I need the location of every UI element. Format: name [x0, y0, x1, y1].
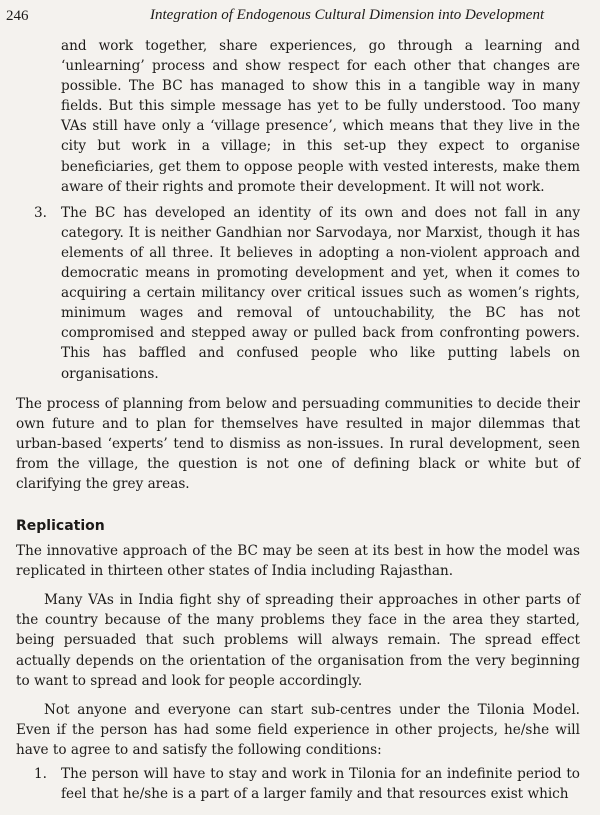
replication-paragraph-1: The innovative approach of the BC may be seen at its best in how the model was replicated in thirteen other states of India including Rajasthan. — [16, 543, 580, 580]
continuation-paragraph: and work together, share experiences, go through a learning and ‘unlearning’ process and show respect for each other that changes are possible. The BC has managed to show this in a tangible way in many fields. But this simple message has yet to be fully understood. Too many VAs still have only a ‘village presence’, which means that they live in the city but work in a village; in this set-up they expect to organise beneficiaries, get them to oppose people with vested interests, make them aware of their rights and promote their development. It will not work. — [61, 38, 580, 195]
section-heading: Replication — [16, 518, 105, 535]
replication-paragraph-2: Many VAs in India fight shy of spreading their approaches in other parts of the country because of the many problems they face in the area they started, being persuaded that such problems will always remain. The spread effect actually depends on the orientation of the organisation from the very beginning to want to spread and look for people accordingly. — [16, 592, 580, 689]
body-text — [16, 36, 580, 804]
list-item-3 — [16, 203, 580, 384]
list-item-text: The person will have to stay and work in Tilonia for an indefinite period to feel that he/she is a part of a larger family and that resources exist which — [61, 766, 580, 803]
page-number: 246 — [6, 8, 29, 24]
planning-paragraph: The process of planning from below and persuading communities to decide their own future and to plan for themselves have resulted in major dilemmas that urban-based ‘experts’ tend to dismiss as non-issues. In rural development, seen from the village, the question is not one of defining black or white but of clarifying the grey areas. — [16, 395, 580, 492]
running-head: Integration of Endogenous Cultural Dimension into Development — [150, 7, 545, 23]
list-number: 1. — [34, 766, 47, 782]
list-item-1 — [16, 764, 580, 804]
replication-paragraph-3: Not anyone and everyone can start sub-centres under the Tilonia Model. Even if the person has had some field experience in other projects, he/she will have to agree to and satisfy the following conditions: — [16, 701, 580, 758]
list-item-text: The BC has developed an identity of its own and does not fall in any category. It is neither Gandhian nor Sarvodaya, nor Marxist, though it has elements of all three. It believes in adopting a non-violent approach and democratic means in promoting development and yet, when it comes to acquiring a certain militancy over critical issues such as women’s rights, minimum wages and removal of untouchability, the BC has not compromised and stepped away or pulled back from confronting powers. This has baffled and confused people who like putting labels on organisations. — [61, 204, 580, 382]
list-number: 3. — [34, 204, 47, 221]
